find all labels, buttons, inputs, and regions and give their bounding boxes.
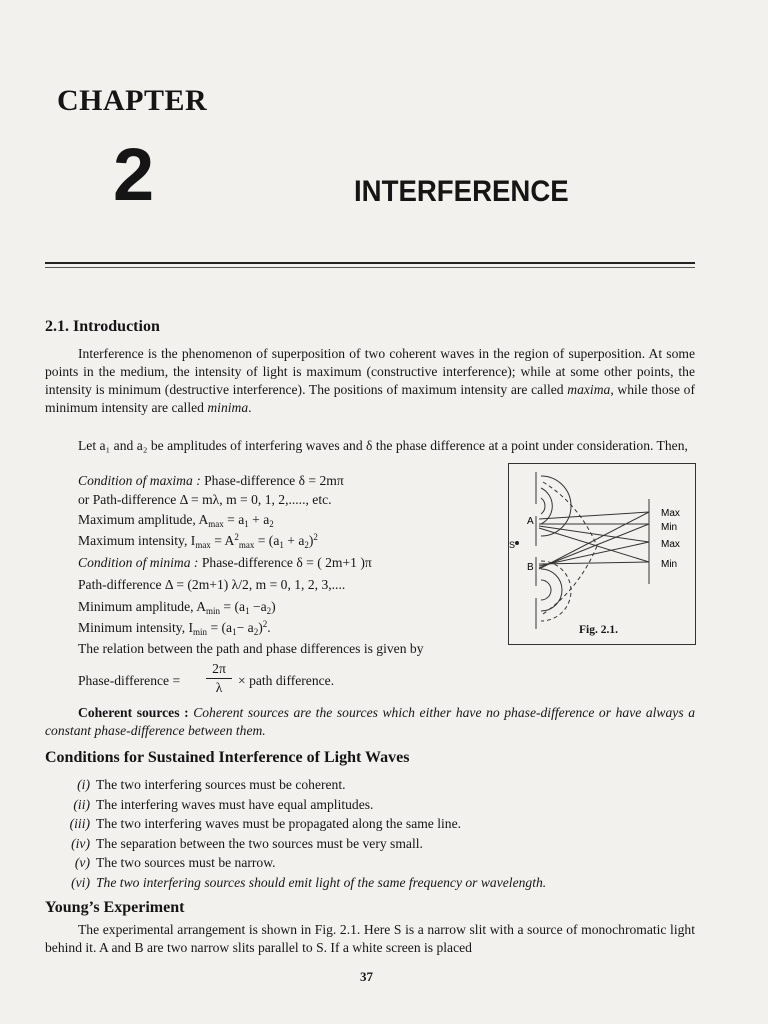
section-heading-youngs-experiment: Young’s Experiment [45,899,185,916]
interference-diagram [509,464,695,644]
condition-item: (iii) The two interfering waves must be propagated along the same line. [69,816,462,832]
amplitudes-paragraph: Let a₁ and a₂ be amplitudes of interfering waves and δ the phase difference at a point under consideration. Then, [78,438,688,453]
phase-fraction [206,661,232,696]
conditions-list [58,775,546,893]
path-difference-minima: Path-difference Δ = (2m+1) λ/2, m = 0, 1, 2, 3,.... [78,577,346,592]
minimum-amplitude: Minimum amplitude, $A_{min} = (a_1 -a_2)$ [78,599,276,616]
phase-difference-label: Phase-difference = [78,673,181,688]
figure-caption: Fig. 2.1. [579,624,618,636]
path-difference-maxima: or Path-difference Δ = mλ, m = 0, 1, 2,....., etc. [78,492,332,507]
slit-label-b: B [527,562,534,573]
condition-item: (v) The two sources must be narrow. [74,855,276,871]
maximum-intensity: Maximum intensity, $I_{max} = A^2_{max} = (a_1 + a_2)^2$ [78,532,318,550]
coherent-sources-paragraph: Coherent sources : Coherent sources are the sources which either have no phase-difference or have always a constant phase-difference between them. [45,705,695,738]
fringe-label-max-1: Max [661,508,680,519]
section-heading-conditions: Conditions for Sustained Interference of Light Waves [45,749,410,766]
chapter-label: CHAPTER [57,84,208,117]
phase-difference-tail: × path difference. [238,673,335,688]
condition-item: (vi) The two interfering sources should emit light of the same frequency or wavelength. [71,874,547,890]
relation-sentence: The relation between the path and phase differences is given by [78,641,424,656]
title-rule-thin [45,267,695,268]
intro-paragraph: Interference is the phenomenon of superposition of two coherent waves in the region of superposition. At some points in the medium, the intensity of light is maximum (constructive interference); while at some other points, the intensity is minimum (destructive interference). The positions of maximum intensity are called maxima, while those of minimum intensity are called minima. [45,346,695,415]
condition-item: (iv) The separation between the two sources must be very small. [71,835,423,851]
fraction-numerator: 2π [212,661,226,676]
fringe-label-max-2: Max [661,539,680,550]
condition-minima: Condition of minima : Phase-difference δ = ( 2m+1 )π [78,555,372,570]
slit-label-a: A [527,516,534,527]
section-heading-introduction: 2.1. Introduction [45,318,160,335]
fraction-denominator: λ [215,680,223,695]
condition-maxima: Condition of maxima : Phase-difference δ = 2mπ [78,473,344,488]
maximum-amplitude: Maximum amplitude, $A_{max} = a_1 + a_2$ [78,512,274,529]
condition-item: (ii) The interfering waves must have equal amplitudes. [73,796,374,812]
condition-item: (i) The two interfering sources must be coherent. [77,777,346,792]
fraction-bar [206,678,232,679]
figure-2-1 [508,463,696,645]
fringe-label-min-2: Min [661,559,678,570]
chapter-title: INTERFERENCE [354,175,569,208]
chapter-number: 2 [113,133,155,216]
minimum-intensity: Minimum intensity, $I_{min} = (a_1- a_2)^2$. [78,619,271,637]
source-label-s: S [509,540,516,550]
fringe-label-min-1: Min [661,522,678,533]
title-rule [45,262,695,264]
youngs-paragraph: The experimental arrangement is shown in Fig. 2.1. Here S is a narrow slit with a source of monochromatic light behind it. A and B are two narrow slits parallel to S. If a white screen is placed [45,922,695,955]
page-number: 37 [360,969,373,984]
